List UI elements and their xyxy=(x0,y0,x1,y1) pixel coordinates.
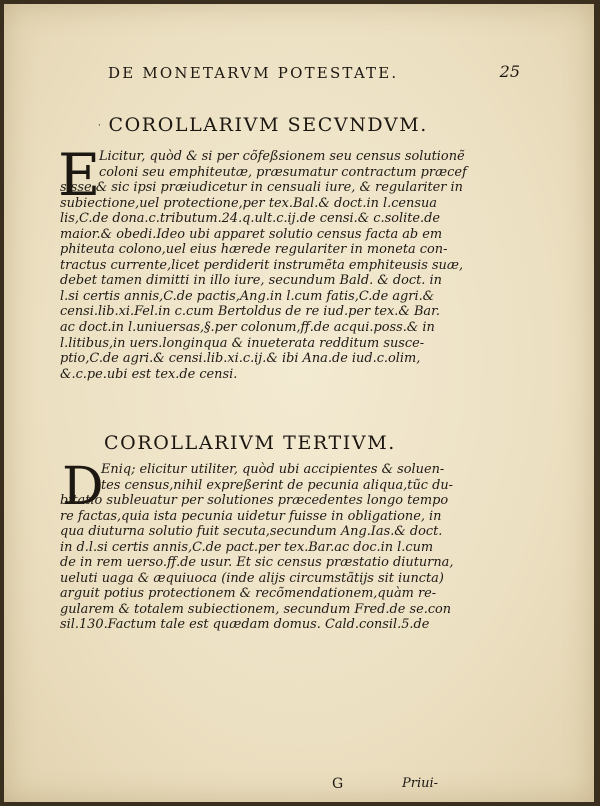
text-line: l.si certis annis,C.de pactis,Ang.in l.cum fatis,C.de agri.& xyxy=(60,288,435,304)
text-line: tes census,nihil expreßerint de pecunia aliqua,tũc du- xyxy=(101,477,453,493)
heading-text: COROLLARIVM TERTIVM. xyxy=(104,432,396,454)
text-line: censi.lib.xi.Fel.in c.cum Bertoldus de re iud.per tex.& Bar. xyxy=(60,304,440,320)
heading-text: COROLLARIVM SECVNDVM. xyxy=(108,114,428,136)
paragraph-body xyxy=(60,149,490,382)
page-footer xyxy=(60,776,490,796)
signature-mark: G xyxy=(332,776,344,792)
text-line: l.litibus,in uers.longinqua & inueterata redditum susce- xyxy=(60,335,425,351)
text-line: Eniq; elicitur utiliter, quòd ubi accipientes & soluen- xyxy=(101,462,445,477)
heading-mark: · xyxy=(98,121,103,131)
book-page xyxy=(4,4,594,802)
text-line: de in rem uerso.ff.de usur. Et sic census præstatio diuturna, xyxy=(60,555,454,571)
paragraph-body xyxy=(60,462,490,633)
section-heading xyxy=(104,432,524,454)
drop-cap: E xyxy=(58,141,101,209)
text-line: bitatio subleuatur per solutiones præcedentes longo tempo xyxy=(60,493,449,509)
text-line: lis,C.de dona.c.tributum.24.q.ult.c.ij.de censi.& c.solite.de xyxy=(60,211,441,227)
running-header xyxy=(108,64,520,90)
text-line: arguit potius protectionem & recõmendationem,quàm re- xyxy=(60,586,437,602)
text-line: ptio,C.de agri.& censi.lib.xi.c.ij.& ibi Ana.de iud.c.olim, xyxy=(60,351,421,367)
text-line: tractus currente,licet perdiderit instrumẽta emphiteusis suæ, xyxy=(60,257,464,273)
text-line: subiectione,uel protectione,per tex.Bal.& doct.in l.censua xyxy=(60,195,437,211)
text-line: debet tamen dimitti in illo iure, secundum Bald. & doct. in xyxy=(60,273,442,289)
text-line: Licitur, quòd & si per cõfeßsionem seu census solutionẽ xyxy=(99,149,465,164)
text-line: re factas,quia ista pecunia uidetur fuisse in obligatione, in xyxy=(60,508,442,524)
catchword: Priui- xyxy=(402,776,439,791)
drop-cap: D xyxy=(62,457,104,517)
text-line: sisse,& sic ipsi præiudicetur in censuali iure, & regulariter in xyxy=(60,180,463,196)
text-line: gularem & totalem subiectionem, secundum Fred.de se.con xyxy=(60,601,452,617)
text-line: sil.130.Factum tale est quædam domus. Cald.consil.5.de xyxy=(60,617,430,633)
text-line: maior.& obedi.Ideo ubi apparet solutio census facta ab em xyxy=(60,226,443,242)
header-title: DE MONETARVM POTESTATE. xyxy=(108,64,399,82)
text-line: ac doct.in l.uniuersas,§.per colonum,ff.de acqui.poss.& in xyxy=(60,320,435,336)
text-line: qua diuturna solutio fuit secuta,secundum Ang.Ias.& doct. xyxy=(60,524,443,540)
text-line: coloni seu emphiteutæ, præsumatur contractum præcef xyxy=(99,164,467,180)
text-line: ueluti uaga & æquiuoca (inde alijs circumstãtijs sit iuncta) xyxy=(60,570,444,586)
folio-number: 25 xyxy=(499,62,520,81)
section-heading xyxy=(98,114,518,136)
text-line: phiteuta colono,uel eius hærede regulariter in moneta con- xyxy=(60,242,448,258)
text-line: in d.l.si certis annis,C.de pact.per tex.Bar.ac doc.in l.cum xyxy=(60,539,434,555)
text-line: &.c.pe.ubi est tex.de censi. xyxy=(60,366,238,382)
